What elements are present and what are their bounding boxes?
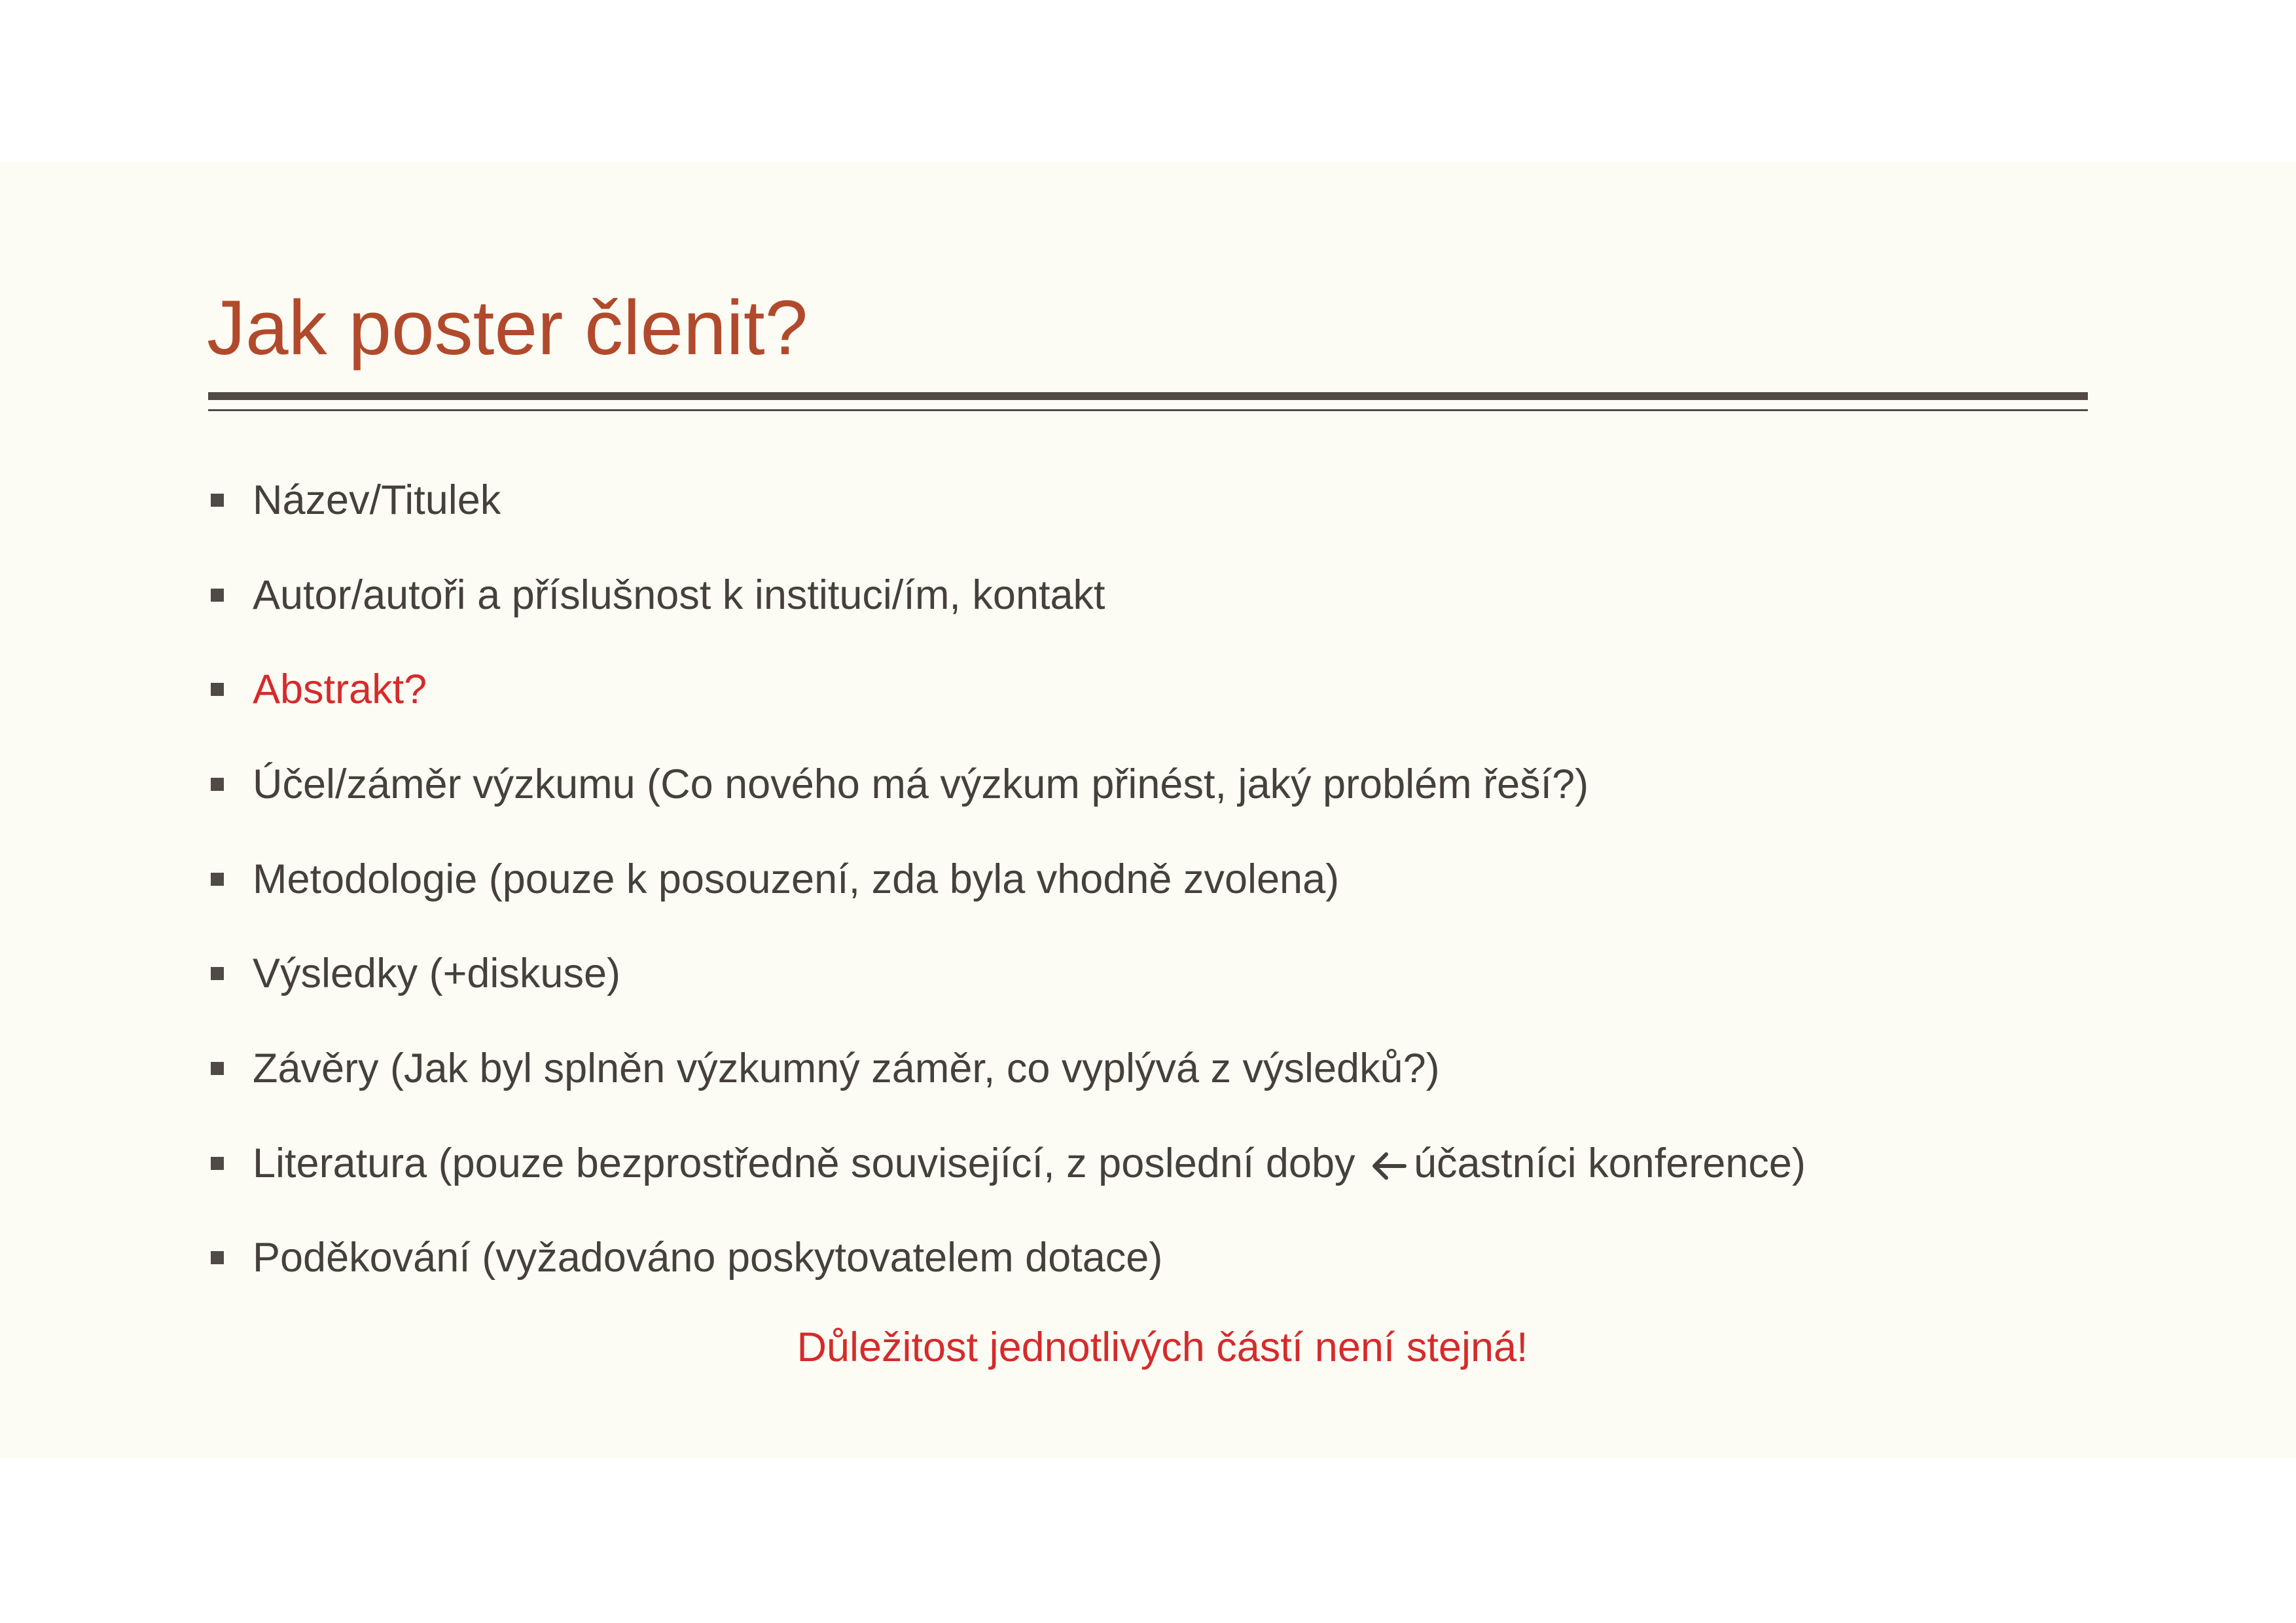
title-rule-thin: [208, 409, 2088, 411]
list-item: [211, 663, 427, 716]
bullet-text: Poděkování (vyžadováno poskytovatelem dotace): [253, 1235, 1163, 1281]
importance-note: [0, 1324, 2296, 1371]
list-item: [211, 1137, 1806, 1190]
slide-title: Jak poster členit?: [207, 285, 808, 371]
bullet-text: Autor/autoři a příslušnost k instituci/ím, kontakt: [253, 572, 1105, 618]
bullet-text-before: Literatura (pouze bezprostředně související, z poslední doby: [253, 1140, 1355, 1186]
bullet-text-after: účastníci konference): [1414, 1140, 1806, 1186]
square-bullet-icon: [211, 494, 224, 507]
bullet-text: [253, 1140, 1806, 1187]
square-bullet-icon: [211, 1062, 224, 1075]
bullet-text: Metodologie (pouze k posouzení, zda byla vhodně zvolena): [253, 856, 1340, 902]
square-bullet-icon: [211, 873, 224, 886]
list-item: [211, 758, 1588, 811]
square-bullet-icon: [211, 683, 224, 696]
title-rule-thick: [208, 392, 2088, 400]
square-bullet-icon: [211, 589, 224, 602]
list-item: [211, 1042, 1440, 1095]
bullet-text: Výsledky (+diskuse): [253, 951, 620, 996]
square-bullet-icon: [211, 1251, 224, 1264]
bullet-text: Závěry (Jak byl splněn výzkumný záměr, co vyplývá z výsledků?): [253, 1046, 1440, 1091]
importance-note-text: Důležitost jednotlivých částí není stejná!: [797, 1324, 1528, 1370]
arrow-left-icon: [1369, 1150, 1407, 1182]
list-item: [211, 1231, 1162, 1284]
list-item: [211, 569, 1105, 621]
bullet-text: Název/Titulek: [253, 477, 501, 523]
slide: [0, 162, 2296, 1458]
square-bullet-icon: [211, 1157, 224, 1170]
square-bullet-icon: [211, 967, 224, 980]
square-bullet-icon: [211, 778, 224, 791]
list-item: [211, 947, 620, 1000]
bullet-text: Účel/záměr výzkumu (Co nového má výzkum přinést, jaký problém řeší?): [253, 761, 1589, 807]
list-item: [211, 853, 1339, 905]
bullet-text: Abstrakt?: [253, 666, 427, 712]
list-item: [211, 474, 501, 526]
